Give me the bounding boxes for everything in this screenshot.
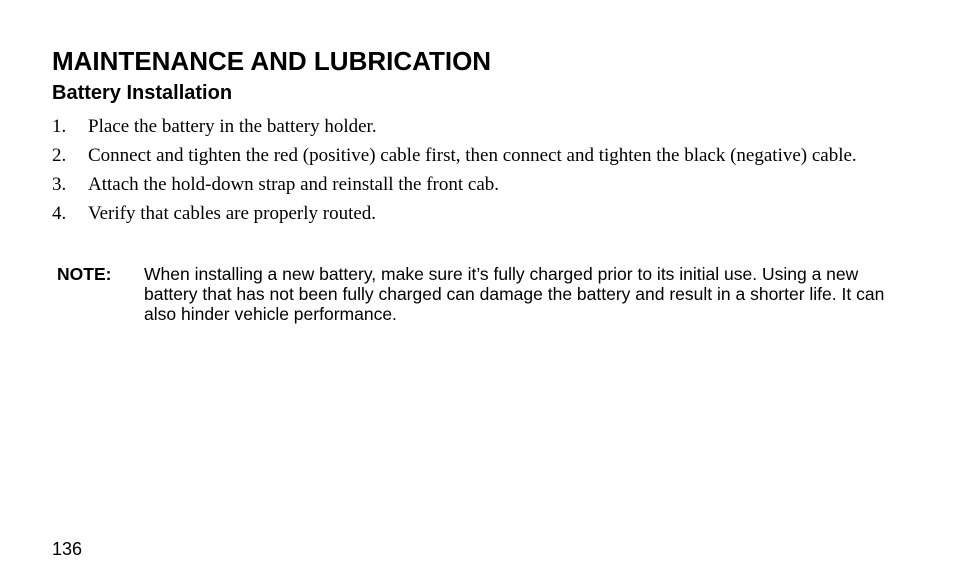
subsection-title: Battery Installation: [52, 82, 233, 104]
step-text: Connect and tighten the red (positive) cable first, then connect and tighten the black (negative) cable.: [88, 145, 857, 166]
step-number: 4.: [52, 203, 67, 224]
section-title: MAINTENANCE AND LUBRICATION: [52, 46, 492, 76]
step-item-2: [52, 144, 872, 167]
step-item-1: [52, 115, 872, 138]
note-block: [57, 264, 887, 324]
step-number: 2.: [52, 145, 67, 166]
step-number: 3.: [52, 174, 67, 195]
note-text: When installing a new battery, make sure it’s fully charged prior to its initial use. Using a new battery that has not been fully charged can damage the battery and result in a shorter life. It can also hinder vehicle performance.: [144, 264, 885, 324]
step-text: Verify that cables are properly routed.: [88, 203, 377, 224]
note-label: NOTE:: [57, 264, 112, 284]
step-text: Place the battery in the battery holder.: [88, 116, 377, 137]
step-item-3: [52, 173, 872, 196]
installation-steps-list: [52, 115, 872, 231]
page-number: 136: [52, 539, 83, 559]
step-item-4: [52, 202, 872, 225]
step-number: 1.: [52, 116, 67, 137]
step-text: Attach the hold-down strap and reinstall the front cab.: [88, 174, 500, 195]
